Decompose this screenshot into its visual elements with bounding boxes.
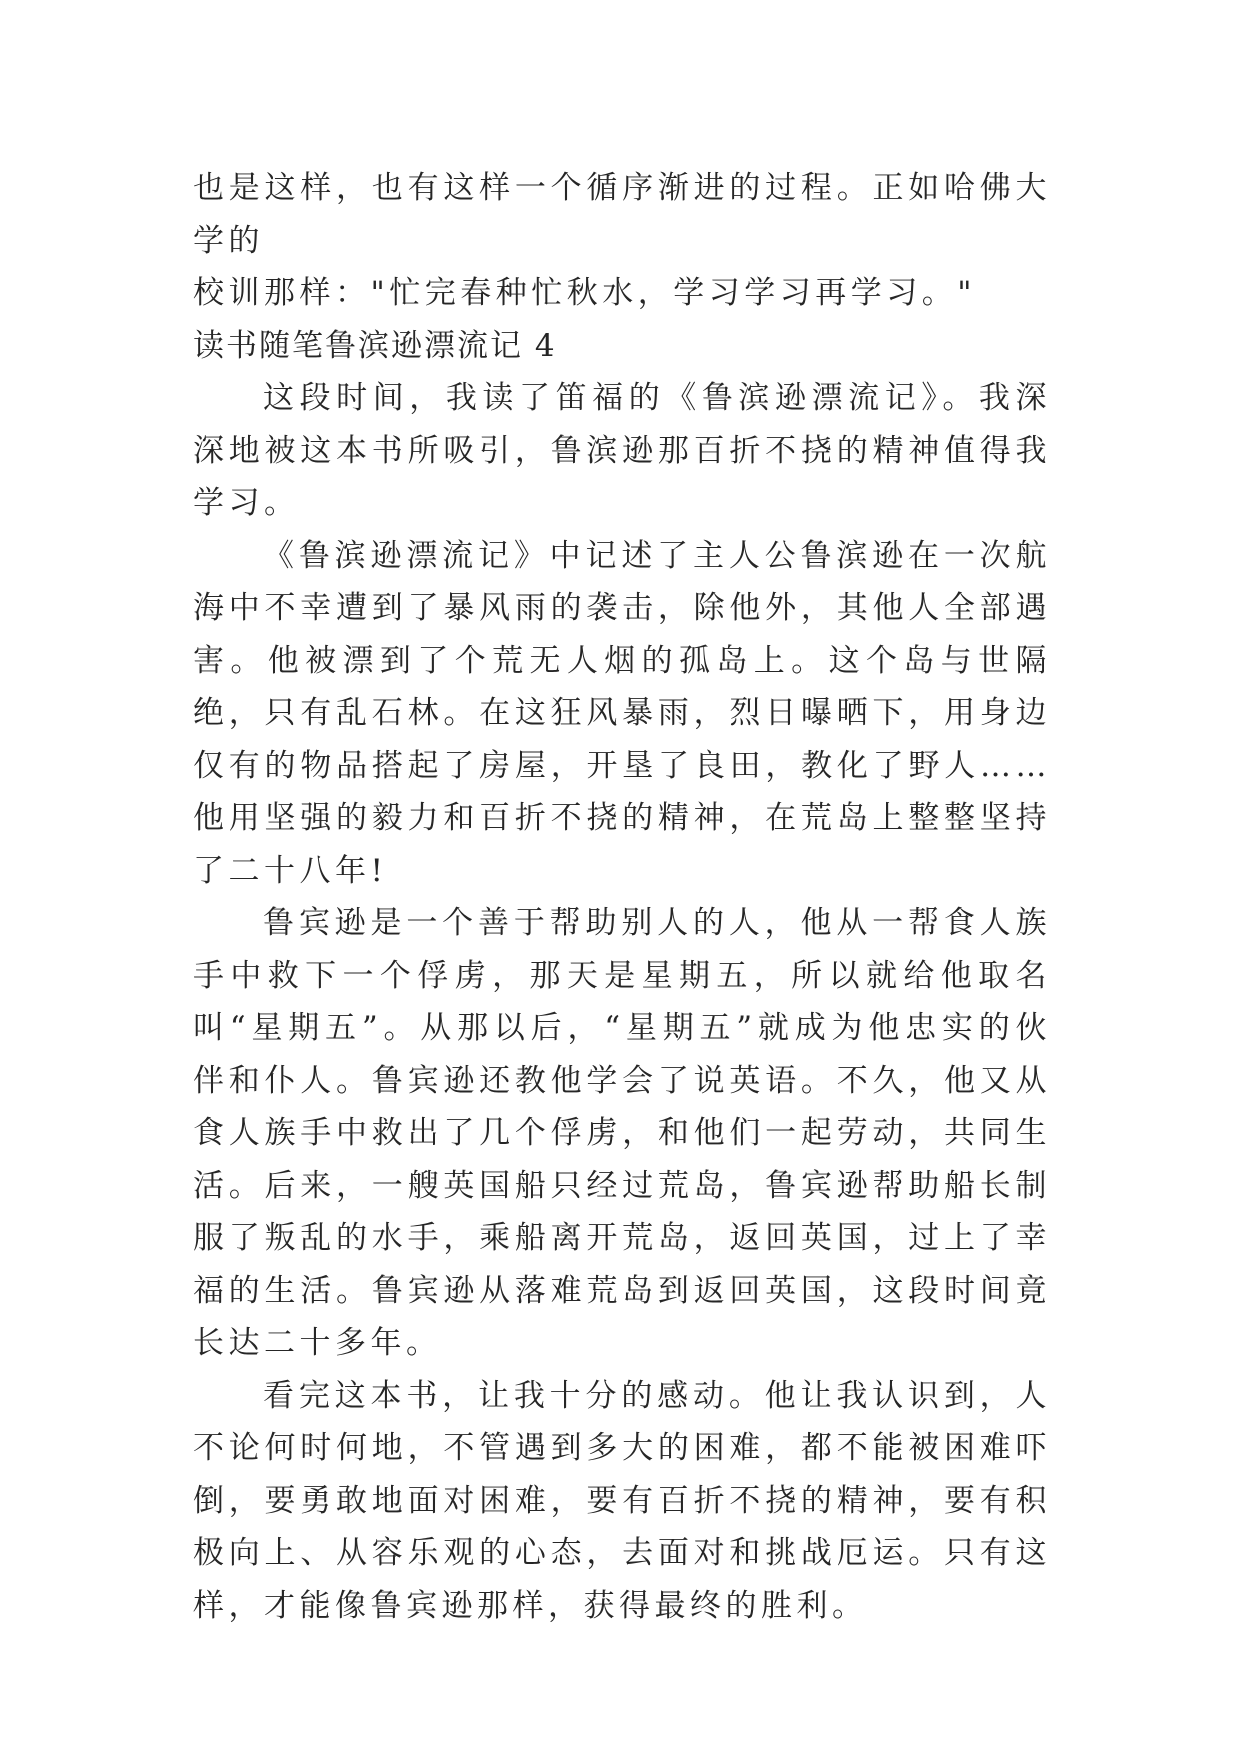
continuation-line: 校训那样："忙完春种忙秋水，学习学习再学习。"	[193, 275, 977, 311]
document-body	[193, 162, 1051, 1632]
paragraph: 《鲁滨逊漂流记》中记述了主人公鲁滨逊在一次航海中不幸遭到了暴风雨的袭击，除他外，其他人全部遇害。他被漂到了个荒无人烟的孤岛上。这个岛与世隔绝，只有乱石林。在这狂风暴雨，烈日曝晒下，用身边仅有的物品搭起了房屋，开垦了良田，教化了野人……他用坚强的毅力和百折不挠的精神，在荒岛上整整坚持了二十八年!	[193, 537, 1051, 889]
paragraph: 这段时间，我读了笛福的《鲁滨逊漂流记》。我深深地被这本书所吸引，鲁滨逊那百折不挠的精神值得我学习。	[193, 380, 1051, 521]
paragraph: 看完这本书，让我十分的感动。他让我认识到，人不论何时何地，不管遇到多大的困难，都不能被困难吓倒，要勇敢地面对困难，要有百折不挠的精神，要有积极向上、从容乐观的心态，去面对和挑战厄运。只有这样，才能像鲁宾逊那样，获得最终的胜利。	[193, 1377, 1051, 1624]
section-title: 读书随笔鲁滨逊漂流记 4	[193, 327, 557, 364]
paragraph: 鲁宾逊是一个善于帮助别人的人，他从一帮食人族手中救下一个俘虏，那天是星期五，所以就给他取名叫“星期五”。从那以后，“星期五”就成为他忠实的伙伴和仆人。鲁宾逊还教他学会了说英语。不久，他又从食人族手中救出了几个俘虏，和他们一起劳动，共同生活。后来，一艘英国船只经过荒岛，鲁宾逊帮助船长制服了叛乱的水手，乘船离开荒岛，返回英国，过上了幸福的生活。鲁宾逊从落难荒岛到返回英国，这段时间竟长达二十多年。	[193, 905, 1051, 1361]
continuation-line: 也是这样，也有这样一个循序渐进的过程。正如哈佛大学的	[193, 170, 1051, 259]
